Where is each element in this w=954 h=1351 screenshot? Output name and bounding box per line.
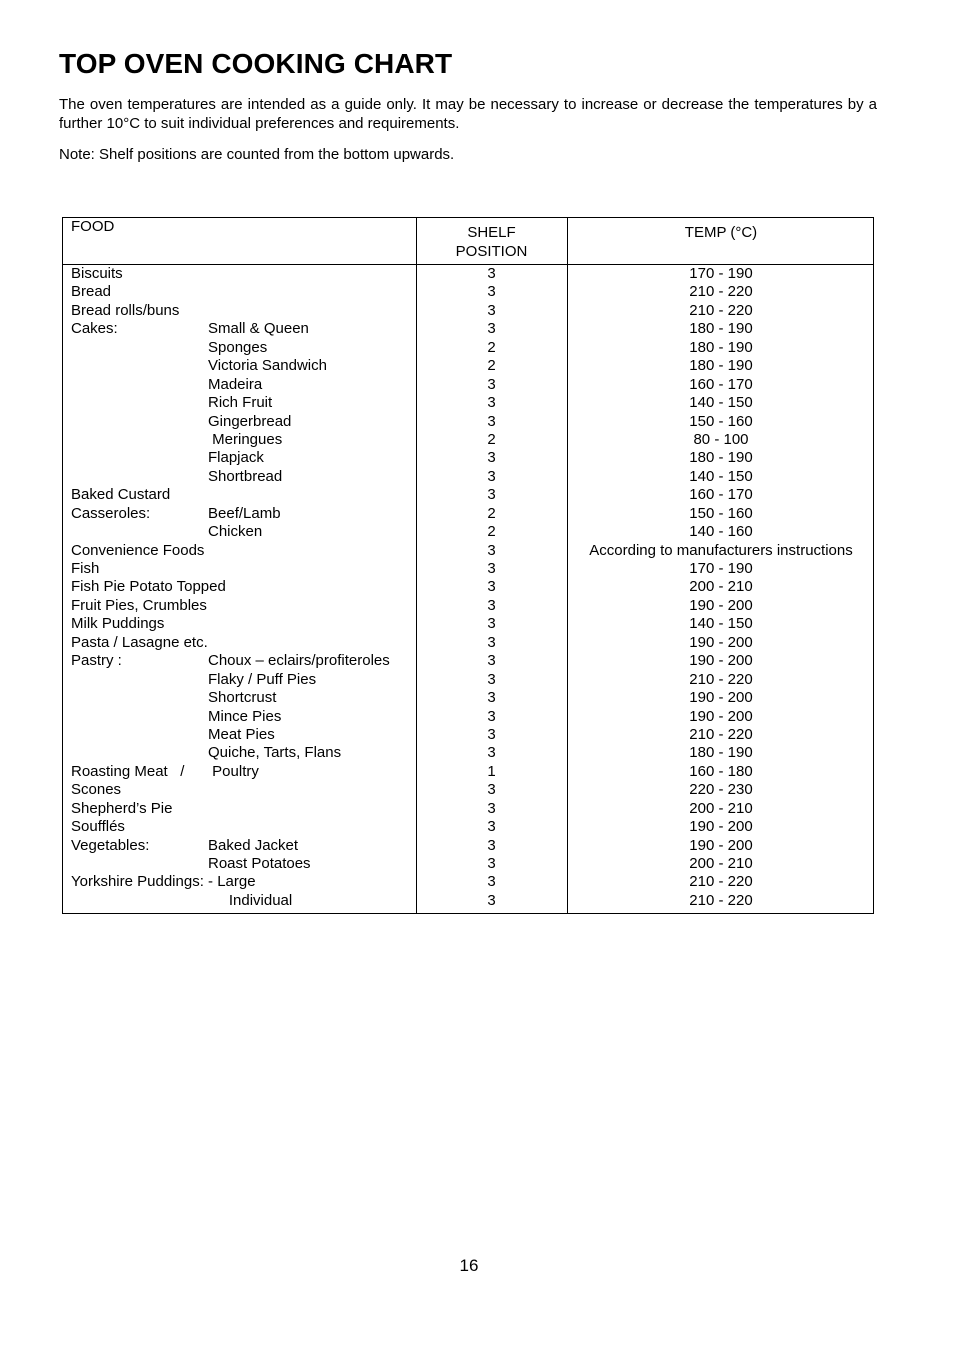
table-row [63, 818, 873, 836]
temp-cell: 210 - 220 [689, 301, 753, 319]
food-cell: Shepherd’s Pie [71, 799, 173, 817]
temp-cell: 80 - 100 [693, 430, 749, 448]
table-row [63, 763, 873, 781]
shelf-cell: 3 [487, 283, 496, 301]
temp-cell: 200 - 210 [689, 799, 753, 817]
shelf-cell: 3 [487, 375, 496, 393]
table-row [63, 800, 873, 818]
food-subtype-cell: Choux – eclairs/profiteroles [208, 652, 390, 670]
table-row [63, 413, 873, 431]
intro-paragraph: The oven temperatures are intended as a guide only. It may be necessary to increase or decrease the temperatures by a further 10°C to suit individual preferences and requirements. [59, 96, 877, 132]
table-row [63, 781, 873, 799]
food-subtype-cell: Gingerbread [208, 412, 292, 430]
food-cell: Biscuits [71, 265, 123, 282]
food-subtype-cell: Mince Pies [208, 707, 282, 725]
shelf-cell: 3 [487, 836, 496, 854]
shelf-note: Note: Shelf positions are counted from the bottom upwards. [59, 146, 455, 163]
shelf-cell: 3 [487, 855, 496, 872]
temp-cell: 220 - 230 [689, 781, 753, 799]
shelf-cell: 2 [487, 504, 496, 522]
temp-cell: 180 - 190 [689, 744, 753, 762]
temp-cell: According to manufacturers instructions [589, 541, 853, 559]
shelf-cell: 3 [487, 265, 496, 282]
food-cell: Bread [71, 283, 112, 301]
food-cell: Cakes: [71, 320, 118, 338]
shelf-cell: 3 [487, 320, 496, 338]
food-cell: Pasta / Lasagne etc. [71, 633, 208, 651]
food-subtype-cell: Chicken [208, 523, 263, 541]
food-subtype-cell: Meringues [208, 430, 283, 448]
food-cell: Pastry : [71, 652, 122, 670]
food-subtype-cell: Madeira [208, 375, 263, 393]
shelf-cell: 2 [487, 523, 496, 541]
temp-cell: 170 - 190 [689, 560, 753, 577]
table-row [63, 339, 873, 357]
temp-cell: 210 - 220 [689, 891, 753, 909]
shelf-cell: 3 [487, 578, 496, 596]
food-cell: Yorkshire Puddings: - Large [71, 873, 256, 891]
food-subtype-cell: Individual [208, 891, 293, 909]
shelf-cell: 3 [487, 707, 496, 725]
temp-cell: 210 - 220 [689, 670, 753, 688]
food-subtype-cell: Baked Jacket [208, 836, 299, 854]
table-row [63, 892, 873, 910]
food-cell: Fish [71, 560, 100, 577]
temp-cell: 140 - 160 [689, 523, 753, 541]
temp-cell: 190 - 200 [689, 818, 753, 836]
table-row [63, 376, 873, 394]
temp-cell: 160 - 170 [689, 375, 753, 393]
table-row [63, 578, 873, 596]
cooking-chart-table [62, 217, 874, 914]
food-cell: Milk Puddings [71, 615, 165, 633]
food-subtype-cell: Rich Fruit [208, 394, 273, 412]
shelf-cell: 3 [487, 412, 496, 430]
table-row [63, 431, 873, 449]
food-cell: Roasting Meat / [71, 762, 185, 780]
temp-cell: 190 - 200 [689, 707, 753, 725]
food-subtype-cell: Shortbread [208, 467, 283, 485]
table-row [63, 652, 873, 670]
shelf-cell: 2 [487, 430, 496, 448]
temp-cell: 180 - 190 [689, 357, 753, 375]
temp-cell: 180 - 190 [689, 449, 753, 467]
table-row [63, 357, 873, 375]
header-shelf-position [416, 223, 567, 261]
shelf-cell: 3 [487, 781, 496, 799]
table-row [63, 615, 873, 633]
header-shelf-line2: POSITION [455, 243, 528, 260]
header-shelf-line1: SHELF [467, 224, 516, 241]
table-row [63, 523, 873, 541]
shelf-cell: 3 [487, 394, 496, 412]
table-row [63, 542, 873, 560]
temp-cell: 190 - 200 [689, 689, 753, 707]
shelf-cell: 3 [487, 744, 496, 762]
temp-cell: 190 - 200 [689, 652, 753, 670]
table-row [63, 689, 873, 707]
shelf-cell: 3 [487, 652, 496, 670]
table-row [63, 505, 873, 523]
shelf-cell: 3 [487, 891, 496, 909]
shelf-cell: 3 [487, 449, 496, 467]
food-subtype-cell: Flaky / Puff Pies [208, 670, 317, 688]
shelf-cell: 3 [487, 560, 496, 577]
food-subtype-cell: Sponges [208, 338, 268, 356]
shelf-cell: 3 [487, 670, 496, 688]
temp-cell: 210 - 220 [689, 283, 753, 301]
temp-cell: 150 - 160 [689, 504, 753, 522]
food-cell: Bread rolls/buns [71, 301, 180, 319]
temp-cell: 180 - 190 [689, 338, 753, 356]
shelf-cell: 3 [487, 467, 496, 485]
table-row [63, 320, 873, 338]
temp-cell: 140 - 150 [689, 615, 753, 633]
shelf-cell: 3 [487, 873, 496, 891]
table-row [63, 394, 873, 412]
temp-cell: 190 - 200 [689, 633, 753, 651]
food-cell: Scones [71, 781, 122, 799]
temp-cell: 180 - 190 [689, 320, 753, 338]
table-row [63, 671, 873, 689]
shelf-cell: 1 [487, 762, 496, 780]
table-row [63, 597, 873, 615]
temp-cell: 160 - 170 [689, 486, 753, 504]
shelf-cell: 3 [487, 596, 496, 614]
food-cell: Fruit Pies, Crumbles [71, 596, 207, 614]
food-subtype-cell: Poultry [208, 762, 259, 780]
food-cell: Soufflés [71, 818, 125, 836]
temp-cell: 210 - 220 [689, 873, 753, 891]
temp-cell: 160 - 180 [689, 762, 753, 780]
food-cell: Vegetables: [71, 836, 150, 854]
table-row [63, 449, 873, 467]
header-temp: TEMP (°C) [684, 224, 758, 241]
table-row [63, 634, 873, 652]
temp-cell: 190 - 200 [689, 596, 753, 614]
temp-cell: 190 - 200 [689, 836, 753, 854]
food-subtype-cell: Shortcrust [208, 689, 277, 707]
food-cell: Casseroles: [71, 504, 151, 522]
food-subtype-cell: Beef/Lamb [208, 504, 281, 522]
shelf-cell: 3 [487, 633, 496, 651]
shelf-cell: 3 [487, 486, 496, 504]
food-cell: Fish Pie Potato Topped [71, 578, 226, 596]
temp-cell: 140 - 150 [689, 467, 753, 485]
table-row [63, 468, 873, 486]
shelf-cell: 3 [487, 689, 496, 707]
temp-cell: 140 - 150 [689, 394, 753, 412]
temp-cell: 200 - 210 [689, 855, 753, 872]
table-body [63, 265, 873, 910]
shelf-cell: 3 [487, 818, 496, 836]
table-row [63, 302, 873, 320]
table-row [63, 873, 873, 891]
page-title: TOP OVEN COOKING CHART [59, 48, 453, 79]
shelf-cell: 2 [487, 338, 496, 356]
page-number: 16 [459, 1256, 479, 1275]
food-subtype-cell: Victoria Sandwich [208, 357, 327, 375]
food-subtype-cell: Flapjack [208, 449, 264, 467]
shelf-cell: 3 [487, 541, 496, 559]
temp-cell: 150 - 160 [689, 412, 753, 430]
table-row [63, 265, 873, 283]
table-row [63, 486, 873, 504]
temp-cell: 200 - 210 [689, 578, 753, 596]
shelf-cell: 3 [487, 725, 496, 743]
food-subtype-cell: Small & Queen [208, 320, 309, 338]
food-subtype-cell: Meat Pies [208, 725, 275, 743]
shelf-cell: 3 [487, 799, 496, 817]
shelf-cell: 3 [487, 301, 496, 319]
table-row [63, 744, 873, 762]
table-row [63, 560, 873, 578]
table-row [63, 283, 873, 301]
table-row [63, 855, 873, 873]
temp-cell: 210 - 220 [689, 725, 753, 743]
table-row [63, 708, 873, 726]
header-food: FOOD [71, 218, 115, 235]
food-subtype-cell: Quiche, Tarts, Flans [208, 744, 342, 762]
food-cell: Baked Custard [71, 486, 171, 504]
table-row [63, 726, 873, 744]
food-cell: Convenience Foods [71, 541, 205, 559]
table-row [63, 837, 873, 855]
shelf-cell: 2 [487, 357, 496, 375]
shelf-cell: 3 [487, 615, 496, 633]
food-subtype-cell: Roast Potatoes [208, 855, 311, 872]
temp-cell: 170 - 190 [689, 265, 753, 282]
